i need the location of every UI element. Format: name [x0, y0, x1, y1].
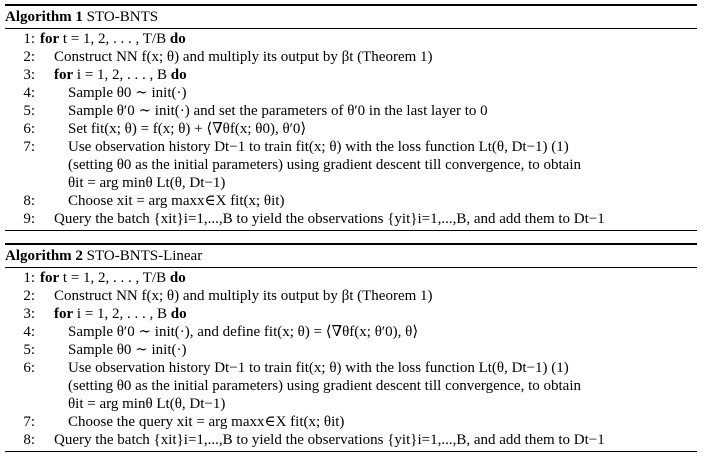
algorithm1-line [5, 210, 697, 228]
line-number: 9: [23, 211, 35, 227]
line-text: Choose the query xit = arg maxx∈X fit(x; θit) [68, 414, 345, 430]
algorithm-1-name: STO-BNTS [86, 9, 159, 25]
line-number: 8: [23, 432, 35, 448]
line-text: Choose xit = arg maxx∈X fit(x; θit) [68, 193, 285, 209]
line-text: (setting θ0 as the initial parameters) using gradient descent till convergence, to obtain [68, 378, 582, 394]
algorithm1-line [5, 120, 697, 138]
algorithm1-line [5, 102, 697, 120]
line-number: 7: [23, 414, 35, 430]
line-text: for t = 1, 2, . . . , T/B do [40, 31, 186, 47]
line-number: 3: [23, 306, 35, 322]
line-number: 1: [23, 270, 35, 286]
line-text: (setting θ0 as the initial parameters) using gradient descent till convergence, to obtain [68, 157, 582, 173]
line-number: 4: [23, 324, 35, 340]
line-text: for i = 1, 2, . . . , B do [54, 306, 187, 322]
algorithm-2-label: Algorithm 2 [5, 248, 83, 264]
algorithm2-line [5, 341, 697, 359]
line-number: 7: [23, 139, 35, 155]
algorithm-2-caption [5, 245, 697, 267]
algorithm-2-name: STO-BNTS-Linear [86, 248, 203, 264]
algorithm2-line [5, 287, 697, 305]
algorithm1-line [5, 192, 697, 210]
algorithm-2-bottom-rule [5, 451, 697, 452]
line-number: 5: [23, 103, 35, 119]
algorithm1-line [5, 174, 697, 192]
line-text: Query the batch {xit}i=1,...,B to yield the observations {yit}i=1,...,B, and add them to Dt−1 [54, 211, 605, 227]
line-text: Sample θ0 ∼ init(·) [68, 342, 187, 358]
algorithm-2-block [5, 243, 697, 452]
algorithm-1-bottom-rule [5, 230, 697, 231]
algorithm-1-label: Algorithm 1 [5, 9, 83, 25]
line-text: Sample θ′0 ∼ init(·) and set the parameters of θ′0 in the last layer to 0 [68, 103, 488, 119]
line-number: 2: [23, 288, 35, 304]
line-number: 6: [23, 121, 35, 137]
line-number: 5: [23, 342, 35, 358]
algorithm2-line [5, 431, 697, 449]
algorithm1-line [5, 66, 697, 84]
line-text: Query the batch {xit}i=1,...,B to yield the observations {yit}i=1,...,B, and add them to Dt−1 [54, 432, 605, 448]
algorithm-1-caption [5, 6, 697, 28]
line-text: Construct NN f(x; θ) and multiply its output by βt (Theorem 1) [54, 49, 433, 65]
line-text: for t = 1, 2, . . . , T/B do [40, 270, 186, 286]
algorithm1-line [5, 138, 697, 156]
algorithm1-line [5, 156, 697, 174]
line-text: Construct NN f(x; θ) and multiply its output by βt (Theorem 1) [54, 288, 433, 304]
algorithm2-line [5, 377, 697, 395]
line-text: Use observation history Dt−1 to train fit(x; θ) with the loss function Lt(θ, Dt−1) (1) [68, 139, 569, 155]
algorithm1-line [5, 84, 697, 102]
algorithm1-line [5, 30, 697, 48]
line-number: 4: [23, 85, 35, 101]
algorithm-1-lines [5, 29, 697, 230]
algorithm2-line [5, 323, 697, 341]
line-text: θit = arg minθ Lt(θ, Dt−1) [68, 396, 226, 412]
algorithm-2-lines [5, 268, 697, 451]
line-number: 6: [23, 360, 35, 376]
line-text: Sample θ0 ∼ init(·) [68, 85, 187, 101]
line-number: 3: [23, 67, 35, 83]
line-text: Sample θ′0 ∼ init(·), and define fit(x; θ) = ⟨∇θf(x; θ′0), θ⟩ [68, 324, 419, 340]
algorithm1-line [5, 48, 697, 66]
line-text: for i = 1, 2, . . . , B do [54, 67, 187, 83]
algorithm2-line [5, 269, 697, 287]
algorithm2-line [5, 395, 697, 413]
line-number: 2: [23, 49, 35, 65]
line-number: 8: [23, 193, 35, 209]
line-text: Use observation history Dt−1 to train fit(x; θ) with the loss function Lt(θ, Dt−1) (1) [68, 360, 569, 376]
algorithm2-line [5, 413, 697, 431]
line-text: Set fit(x; θ) = f(x; θ) + ⟨∇θf(x; θ0), θ′0⟩ [68, 121, 307, 137]
algorithm2-line [5, 305, 697, 323]
algorithm2-line [5, 359, 697, 377]
algorithm-1-block [5, 4, 697, 231]
line-text: θit = arg minθ Lt(θ, Dt−1) [68, 175, 226, 191]
line-number: 1: [23, 31, 35, 47]
